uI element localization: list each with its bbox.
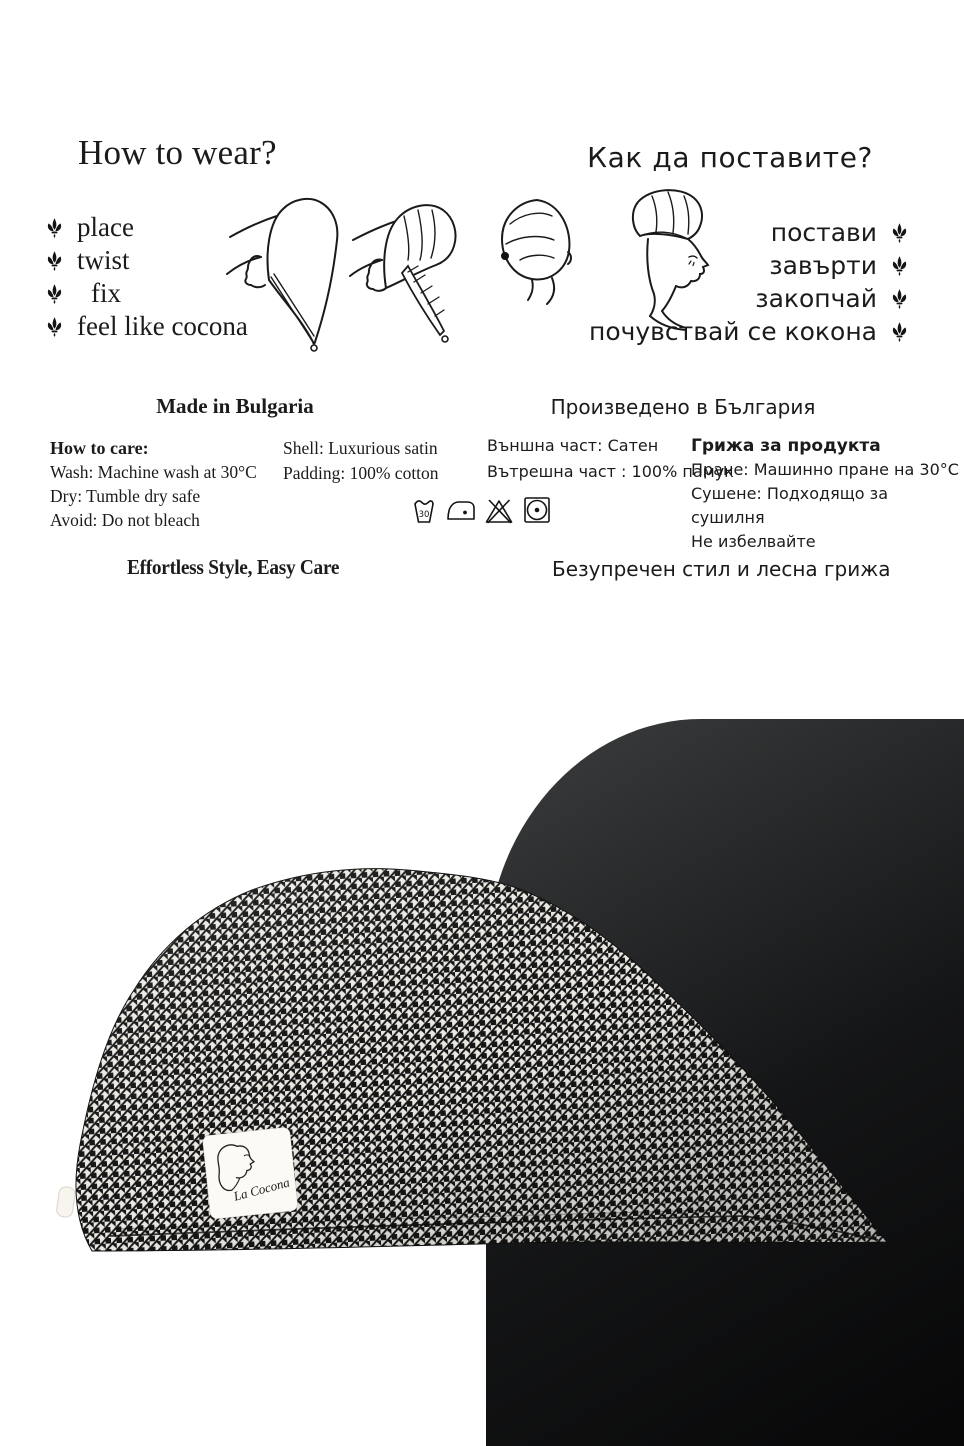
care-line: Dry: Tumble dry safe [50, 486, 201, 506]
fleur-de-lis-icon [47, 283, 62, 305]
steps-list-en [47, 211, 248, 343]
tagline-bg: Безупречен стил и лесна грижа [552, 557, 891, 581]
care-heading-bg: Грижа за продукта [691, 436, 881, 456]
step-label: закопчай [755, 284, 877, 313]
step-place [47, 211, 248, 244]
heading-how-to-wear-en: How to wear? [78, 133, 277, 172]
care-line: Avoid: Do not bleach [50, 510, 200, 530]
fleur-de-lis-icon [892, 288, 907, 310]
step-feel-like-cocona [47, 310, 248, 343]
step-label: постави [770, 218, 877, 247]
step-label: fix [91, 278, 121, 308]
label-brand-text: La Cocona [231, 1174, 292, 1204]
fleur-de-lis-icon [892, 222, 907, 244]
care-instructions-bg [691, 434, 964, 554]
step-label: почувствай се кокона [588, 317, 877, 346]
made-in-bulgaria-heading: Made in Bulgaria [156, 394, 314, 418]
step-label: feel like cocona [77, 311, 248, 341]
step-fix [47, 277, 248, 310]
care-line: Не избелвайте [691, 532, 816, 551]
care-line: Пране: Машинно пране на 30°C [691, 460, 959, 479]
material-line: Padding: 100% cotton [283, 463, 439, 483]
material-line: Външна част: Сатен [487, 436, 659, 455]
turban-shading [76, 869, 887, 1251]
fleur-de-lis-icon [47, 316, 62, 338]
step-label: завърти [769, 251, 877, 280]
care-instructions-en [50, 436, 257, 532]
care-line: Сушене: Подходящо за сушилня [691, 484, 888, 527]
fleur-de-lis-icon [47, 250, 62, 272]
illustration-step-twist [348, 188, 483, 348]
brand-label [202, 1127, 298, 1220]
do-not-bleach-icon [485, 495, 513, 525]
illustration-step-result-profile [610, 184, 715, 354]
illustration-step-place [225, 182, 360, 357]
machine-wash-30-icon [411, 495, 437, 525]
fleur-de-lis-icon [47, 217, 62, 239]
product-photo-hair-turban [52, 850, 897, 1262]
step-label: twist [77, 245, 130, 275]
tagline-en: Effortless Style, Easy Care [127, 555, 340, 579]
heading-how-to-wear-bg: Как да поставите? [587, 141, 873, 174]
care-symbols-row [411, 495, 552, 525]
step-twist [47, 244, 248, 277]
wash-temperature-label: 30 [418, 510, 430, 520]
fleur-de-lis-icon [892, 255, 907, 277]
fleur-de-lis-icon [892, 321, 907, 343]
made-in-bulgaria-heading-bg: Произведено в България [550, 395, 816, 419]
material-line: Shell: Luxurious satin [283, 438, 438, 458]
tumble-dry-icon [522, 495, 552, 525]
step-label: place [77, 212, 134, 242]
materials-en [283, 436, 439, 486]
illustration-step-fix [492, 194, 587, 309]
material-line: Вътрешна част : 100% памук [487, 462, 734, 481]
iron-icon [446, 495, 476, 525]
care-line: Wash: Machine wash at 30°C [50, 462, 257, 482]
care-heading-en: How to care: [50, 438, 149, 458]
loop-tag [56, 1186, 76, 1218]
